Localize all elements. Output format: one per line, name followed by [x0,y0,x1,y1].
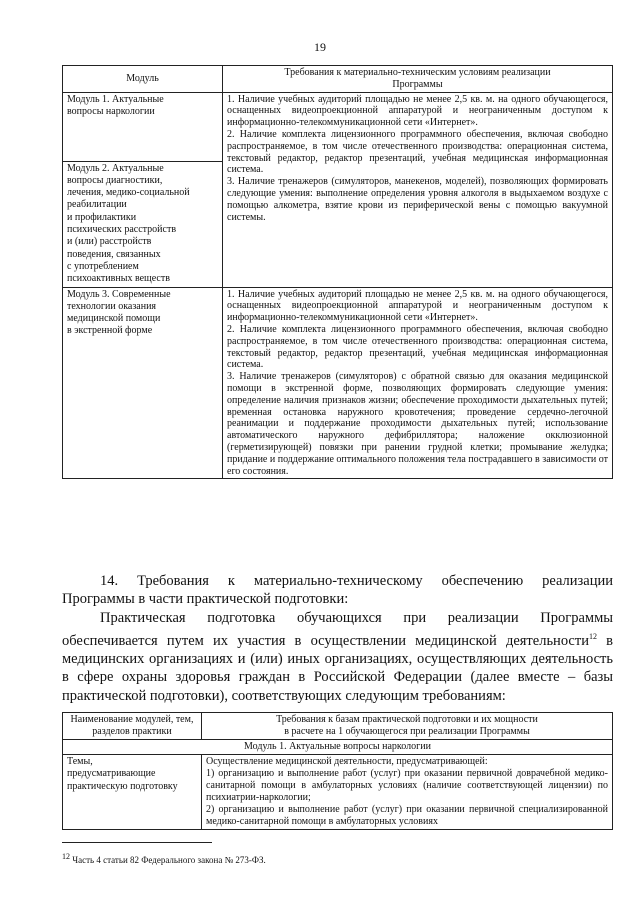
table-row [63,755,613,830]
requirements-cell-a: 1. Наличие учебных аудиторий площадью не менее 2,5 кв. м. на одного обучающегося, оснащенных видеопроекционной аппаратурой и неограниченным доступом к информационно-телекоммуникационной сети «Интернет». 2. Наличие комплекта лицензионного программного обеспечения, включая свободно распространяемое, в том числе отечественного производства: операционная система, текстовый редактор, редактор презентаций, учебная медицинская информационная система. 3. Наличие тренажеров (симуляторов, манекенов, моделей), позволяющих формировать следующие умения: выполнение определения уровня алкоголя в выдыхаемом воздухе с помощью алкометра, взятие крови из периферической вены с помощью вакуумной системы. [223,92,613,287]
module-3-cell: Модуль 3. Современные технологии оказания медицинской помощи в экстренной форме [63,287,223,479]
footnote-divider [62,842,212,843]
table-header-row [63,713,613,740]
themes-cell: Темы, предусматривающие практическую подготовку [63,755,202,830]
module-1-cell: Модуль 1. Актуальные вопросы наркологии [63,92,223,161]
practice-bases-table [62,712,613,830]
module-row: Модуль 1. Актуальные вопросы наркологии [63,740,613,755]
header-base-requirements: Требования к базам практической подготовки и их мощности в расчете на 1 обучающегося при реализации Программы [202,713,613,740]
requirements-table [62,65,613,479]
table-row [63,92,613,161]
requirements-cell-b: 1. Наличие учебных аудиторий площадью не менее 2,5 кв. м. на одного обучающегося, оснащенных видеопроекционной аппаратурой и неограниченным доступом к информационно-телекоммуникационной сети «Интернет». 2. Наличие комплекта лицензионного программного обеспечения, включая свободно распространяемое, в том числе отечественного производства: операционная система, текстовый редактор, редактор презентаций, учебная медицинская информационная система. 3. Наличие тренажеров (симуляторов) с обратной связью для оказания медицинской помощи в экстренной форме, позволяющих формировать следующие умения: определение наличия признаков жизни; обеспечение проходимости дыхательных путей; временная остановка наружного кровотечения; проведение сердечно-легочной реанимации и поддержание проходимости дыхательных путей; использование автоматического наружного дефибриллятора; наложение окклюзионной (герметизирующей) повязки при ранении грудной клетки; промывание желудка; придание и поддержание оптимального положения тела пострадавшего в зависимости от его состояния. [223,287,613,479]
base-requirements-cell: Осуществление медицинской деятельности, предусматривающей: 1) организацию и выполнение работ (услуг) при оказании первичной доврачебной медико-санитарной помощи в амбулаторных условиях (наличие соответствующей лицензии) по психиатрии-наркологии; 2) организацию и выполнение работ (услуг) при оказании первичной специализированной медико-санитарной помощи в амбулаторных условиях [202,755,613,830]
section-14-heading-cont: Программы в части практической подготовки: [62,591,349,607]
header-requirements: Требования к материально-техническим условиям реализации Программы [223,66,613,93]
page-number: 19 [314,40,326,54]
header-modules-themes: Наименование модулей, тем, разделов практики [63,713,202,740]
module-2-cell: Модуль 2. Актуальные вопросы диагностики, лечения, медико-социальной реабилитации и профилактики психических расстройств и (или) расстройств поведения, связанных с употреблением психоактивных веществ [63,161,223,287]
header-module: Модуль [63,66,223,93]
table-row [63,287,613,479]
table-header-row [63,66,613,93]
footnote-ref: 12 [588,631,597,641]
section-14-paragraph: Практическая подготовка обучающихся при реализации Программы обеспечивается путем их участия в осуществлении медицинской деятельности$^{12}$ в медицинских организациях и (или) иных организациях, осуществляющих деятельность в сфере охраны здоровья граждан в Российской Федерации (далее вместе – базы практической подготовки), соответствующих следующим требованиям: [62,610,613,704]
footnote: $^{12}$ Часть 4 статьи 82 Федерального закона № 273-ФЗ. [62,852,266,865]
section-14-heading: 14. Требования к материально-техническому обеспечению реализации [100,573,613,589]
